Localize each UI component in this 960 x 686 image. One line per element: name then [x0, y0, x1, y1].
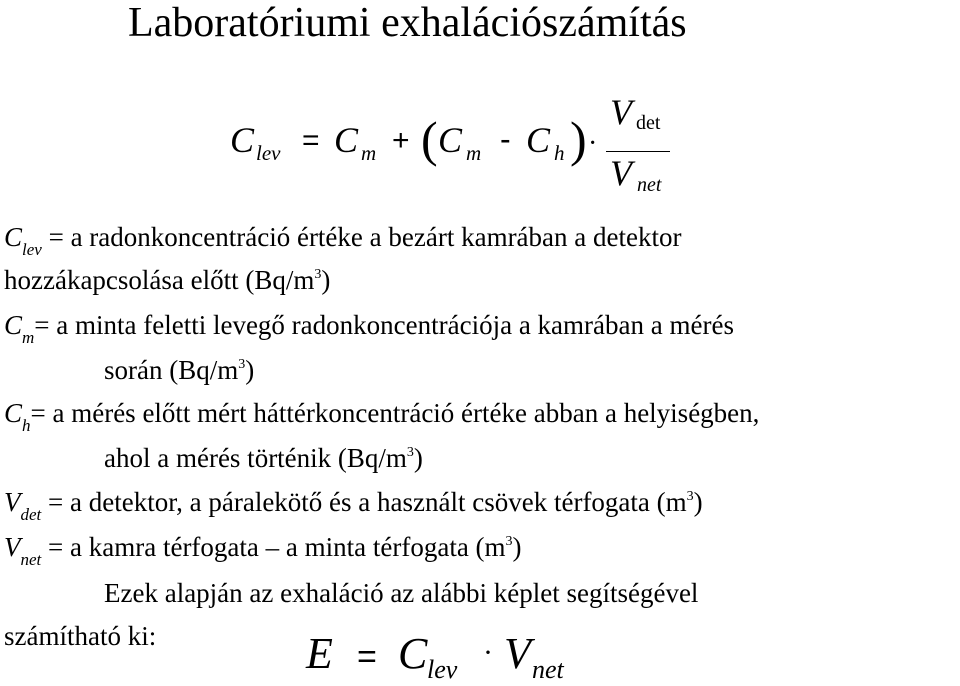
- definition-subscript: net: [20, 550, 42, 569]
- formula-equals: =: [357, 638, 377, 676]
- definition-symbol: V: [4, 487, 21, 517]
- formula-left-paren: (: [421, 111, 438, 167]
- definition-symbol: C: [4, 398, 23, 428]
- definition-symbol: V: [4, 532, 21, 562]
- formula-subscript: h: [554, 141, 565, 165]
- formula-symbol: C: [526, 120, 551, 160]
- definition-continuation: ahol a mérés történik (Bq/m: [104, 443, 407, 473]
- formula-denominator-subscript: net: [637, 174, 662, 196]
- definition-subscript: h: [22, 416, 31, 435]
- definition-continuation: során (Bq/m: [104, 355, 239, 385]
- definition-subscript: m: [22, 328, 35, 347]
- formula-symbol: C: [230, 120, 255, 160]
- definition-continuation: hozzákapcsolása előtt (Bq/m: [4, 265, 315, 295]
- formula-equals: =: [302, 124, 320, 157]
- unit-exponent: 3: [686, 489, 694, 504]
- formula-numerator-symbol: V: [610, 92, 632, 132]
- closing-text-line1: Ezek alapján az exhaláció az alábbi képlet segítségével: [104, 578, 699, 608]
- formula-dot: ·: [483, 636, 493, 669]
- formula-subscript: lev: [427, 655, 458, 684]
- formula-dot: ·: [588, 128, 598, 159]
- unit-exponent: 3: [238, 357, 246, 372]
- formula-symbol: C: [334, 120, 359, 160]
- definition-text: = a radonkoncentráció értéke a bezárt kamrában a detektor: [48, 222, 682, 252]
- formula-right-paren: ): [570, 111, 587, 167]
- unit-exponent: 3: [505, 534, 513, 549]
- formula-subscript: m: [466, 141, 482, 165]
- definition-symbol: C: [4, 222, 23, 252]
- formula-subscript: net: [532, 655, 564, 684]
- formula-symbol: C: [398, 629, 428, 678]
- definition-text: = a mérés előtt mért háttérkoncentráció értéke abban a helyiségben,: [30, 398, 760, 428]
- unit-exponent: 3: [406, 445, 414, 460]
- formula-denominator-symbol: V: [610, 153, 632, 193]
- definition-text: = a kamra térfogata – a minta térfogata (m: [48, 532, 506, 562]
- definition-text: = a detektor, a páralekötő és a használt csövek térfogata (m: [48, 487, 687, 517]
- definition-symbol: C: [4, 310, 23, 340]
- formula-numerator-subscript: det: [636, 112, 661, 134]
- formula-symbol: E: [306, 629, 333, 678]
- unit-exponent: 3: [314, 267, 322, 282]
- formula-plus: +: [392, 124, 410, 157]
- fraction-bar: [606, 151, 670, 152]
- definition-text: = a minta feletti levegő radonkoncentrációja a kamrában a mérés: [34, 310, 734, 340]
- closing-text-line2: számítható ki:: [4, 621, 157, 651]
- formula-subscript: m: [361, 141, 377, 165]
- formula-subscript: lev: [256, 141, 281, 165]
- formula-minus: -: [500, 121, 511, 157]
- formula-symbol: C: [438, 120, 463, 160]
- definition-subscript: det: [20, 505, 42, 524]
- page-title: Laboratóriumi exhalációszámítás: [128, 0, 687, 46]
- definition-subscript: lev: [22, 240, 42, 259]
- formula-symbol: V: [504, 629, 531, 678]
